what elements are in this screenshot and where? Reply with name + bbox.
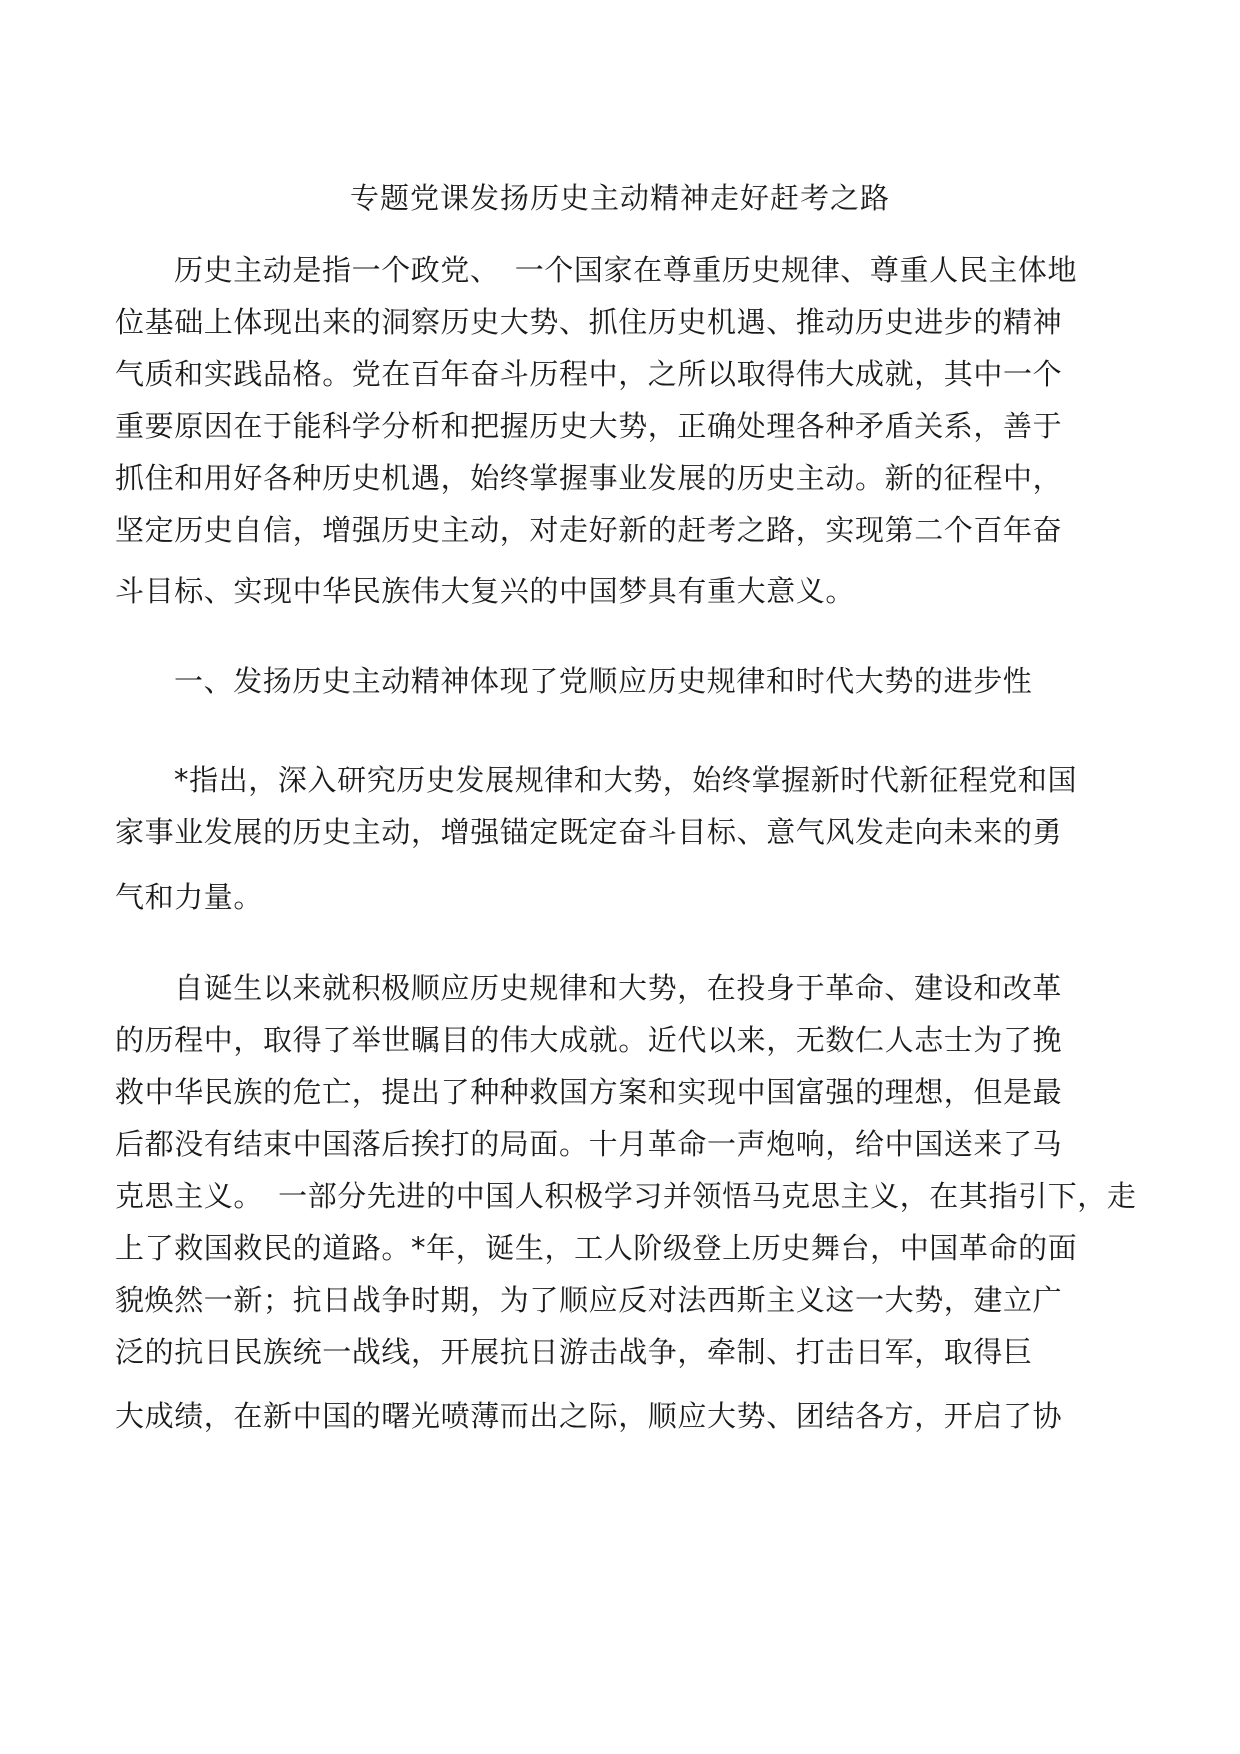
text-line: 大成绩，在新中国的曙光喷薄而出之际，顺应大势、团结各方，开启了协 xyxy=(115,1399,1063,1433)
text-line: 位基础上体现出来的洞察历史大势、抓住历史机遇、推动历史进步的精神 xyxy=(115,305,1063,339)
text-line: 后都没有结束中国落后挨打的局面。十月革命一声炮响，给中国送来了马 xyxy=(115,1127,1063,1161)
text-line: 坚定历史自信，增强历史主动，对走好新的赶考之路，实现第二个百年奋 xyxy=(115,513,1063,547)
text-line: 抓住和用好各种历史机遇，始终掌握事业发展的历史主动。新的征程中， xyxy=(115,461,1063,495)
text-line: 貌焕然一新；抗日战争时期，为了顺应反对法西斯主义这一大势，建立广 xyxy=(115,1283,1063,1317)
text-line: 斗目标、实现中华民族伟大复兴的中国梦具有重大意义。 xyxy=(115,574,856,608)
text-line: *指出，深入研究历史发展规律和大势，始终掌握新时代新征程党和国 xyxy=(174,763,1078,797)
text-line: 历史主动是指一个政党、 一个国家在尊重历史规律、尊重人民主体地 xyxy=(174,253,1078,287)
text-line: 上了救国救民的道路。*年，诞生，工人阶级登上历史舞台，中国革命的面 xyxy=(115,1231,1078,1265)
document-title: 专题党课发扬历史主动精神走好赶考之路 xyxy=(349,181,890,215)
text-line: 气和力量。 xyxy=(115,880,264,914)
text-line: 泛的抗日民族统一战线，开展抗日游击战争，牵制、打击日军，取得巨 xyxy=(115,1335,1033,1369)
text-line: 自诞生以来就积极顺应历史规律和大势，在投身于革命、建设和改革 xyxy=(174,971,1063,1005)
section-heading: 一、发扬历史主动精神体现了党顺应历史规律和时代大势的进步性 xyxy=(174,664,1033,698)
text-line: 救中华民族的危亡，提出了种种救国方案和实现中国富强的理想，但是最 xyxy=(115,1075,1063,1109)
text-line: 家事业发展的历史主动，增强锚定既定奋斗目标、意气风发走向未来的勇 xyxy=(115,815,1063,849)
text-line: 的历程中，取得了举世瞩目的伟大成就。近代以来，无数仁人志士为了挽 xyxy=(115,1023,1063,1057)
text-line: 气质和实践品格。党在百年奋斗历程中，之所以取得伟大成就，其中一个 xyxy=(115,357,1063,391)
text-line: 重要原因在于能科学分析和把握历史大势，正确处理各种矛盾关系，善于 xyxy=(115,409,1063,443)
text-line: 克思主义。 一部分先进的中国人积极学习并领悟马克思主义，在其指引下，走 xyxy=(115,1179,1137,1213)
